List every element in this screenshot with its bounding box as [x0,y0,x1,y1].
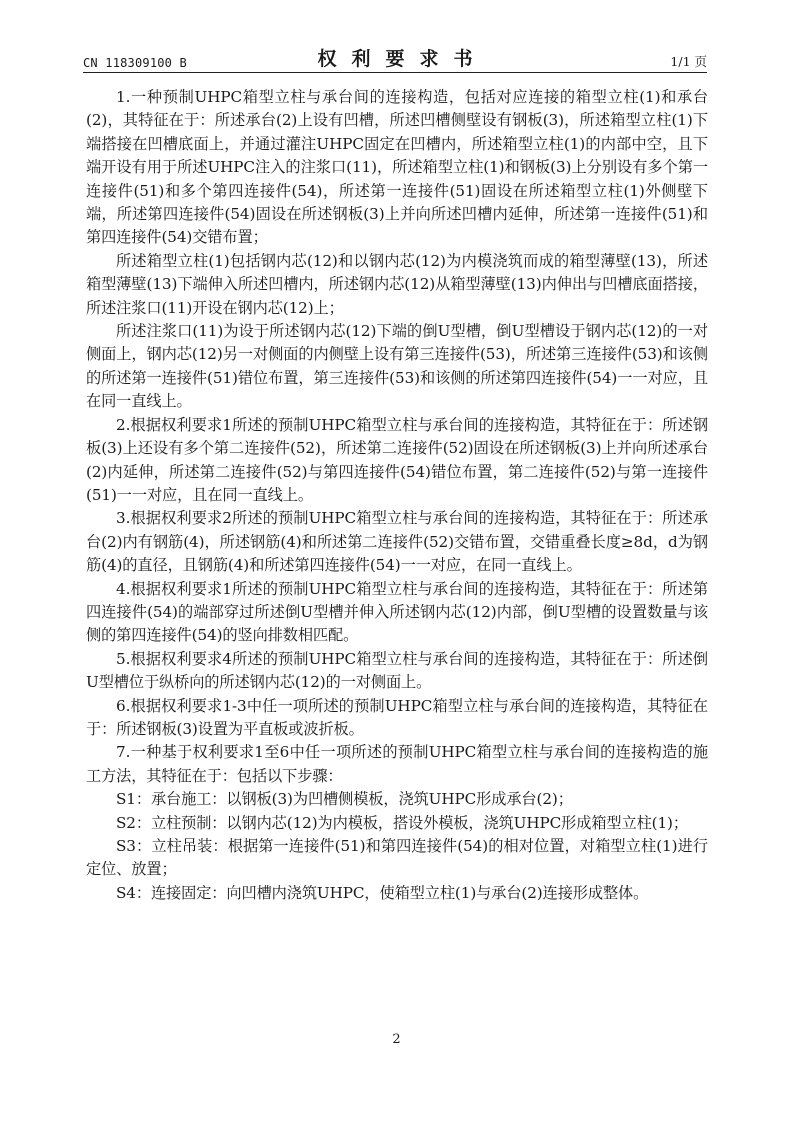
claim-paragraph: 4.根据权利要求1所述的预制UHPC箱型立柱与承台间的连接构造，其特征在于：所述第四连接件(54)的端部穿过所述倒U型槽并伸入所述钢内芯(12)内部，倒U型槽的设置数量与该侧的第四连接件(54)的竖向排数相匹配。 [86,579,708,645]
method-step: S2：立柱预制：以钢内芯(12)为内模板，搭设外模板，浇筑UHPC形成箱型立柱(1)； [116,813,688,832]
method-step: S3：立柱吊装：根据第一连接件(51)和第四连接件(54)的相对位置，对箱型立柱(1)进行定位、放置； [86,837,708,879]
claims-body [86,86,708,905]
claim-paragraph: 5.根据权利要求4所述的预制UHPC箱型立柱与承台间的连接构造，其特征在于：所述倒U型槽位于纵桥向的所述钢内芯(12)的一对侧面上。 [86,649,708,692]
method-step: S1：承台施工：以钢板(3)为凹槽侧模板，浇筑UHPC形成承台(2)； [116,790,573,809]
page-header [83,46,707,74]
publication-number: CN 118309100 B [83,56,187,70]
header-divider [83,72,707,73]
method-step: S4：连接固定：向凹槽内浇筑UHPC，使箱型立柱(1)与承台(2)连接形成整体。 [116,883,649,902]
claim-paragraph: 所述注浆口(11)为设于所述钢内芯(12)下端的倒U型槽，倒U型槽设于钢内芯(12)的一对侧面上，钢内芯(12)另一对侧面的内侧壁上设有第三连接件(53)，所述第三连接件(53)和该侧的所述第一连接件(51)错位布置，第三连接件(53)和该侧的所述第四连接件(54)一一对应，且在同一直线上。 [86,322,709,411]
claim-paragraph: 2.根据权利要求1所述的预制UHPC箱型立柱与承台间的连接构造，其特征在于：所述钢板(3)上还设有多个第二连接件(52)，所述第二连接件(52)固设在所述钢板(3)上并向所述承台(2)内延伸，所述第二连接件(52)与第四连接件(54)错位布置，第二连接件(52)与第一连接件(51)一一对应，且在同一直线上。 [86,415,708,504]
claim-paragraph: 1.一种预制UHPC箱型立柱与承台间的连接构造，包括对应连接的箱型立柱(1)和承台(2)，其特征在于：所述承台(2)上设有凹槽，所述凹槽侧壁设有钢板(3)，所述箱型立柱(1)下端搭接在凹槽底面上，并通过灌注UHPC固定在凹槽内，所述箱型立柱(1)的内部中空，且下端开设有用于所述UHPC注入的注浆口(11)，所述箱型立柱(1)和钢板(3)上分别设有多个第一连接件(51)和多个第四连接件(54)，所述第一连接件(51)固设在所述箱型立柱(1)外侧壁下端，所述第四连接件(54)固设在所述钢板(3)上并向所述凹槽内延伸，所述第一连接件(51)和第四连接件(54)交错布置； [86,88,708,247]
claim-paragraph: 所述箱型立柱(1)包括钢内芯(12)和以钢内芯(12)为内模浇筑而成的箱型薄壁(13)，所述箱型薄壁(13)下端伸入所述凹槽内，所述钢内芯(12)从箱型薄壁(13)内伸出与凹槽底面搭接，所述注浆口(11)开设在钢内芯(12)上； [86,251,708,317]
page-title: 权利要求书 [317,48,488,70]
page-count: 1/1 页 [670,54,707,69]
claim-paragraph: 7.一种基于权利要求1至6中任一项所述的预制UHPC箱型立柱与承台间的连接构造的施工方法，其特征在于：包括以下步骤： [86,743,708,785]
claim-paragraph: 3.根据权利要求2所述的预制UHPC箱型立柱与承台间的连接构造，其特征在于：所述承台(2)内有钢筋(4)，所述钢筋(4)和所述第二连接件(52)交错布置，交错重叠长度≥8d，d为钢筋(4)的直径，且钢筋(4)和所述第四连接件(54)一一对应，在同一直线上。 [86,509,708,575]
page-number: 2 [392,1032,401,1047]
claim-paragraph: 6.根据权利要求1-3中任一项所述的预制UHPC箱型立柱与承台间的连接构造，其特征在于：所述钢板(3)设置为平直板或波折板。 [86,696,708,738]
